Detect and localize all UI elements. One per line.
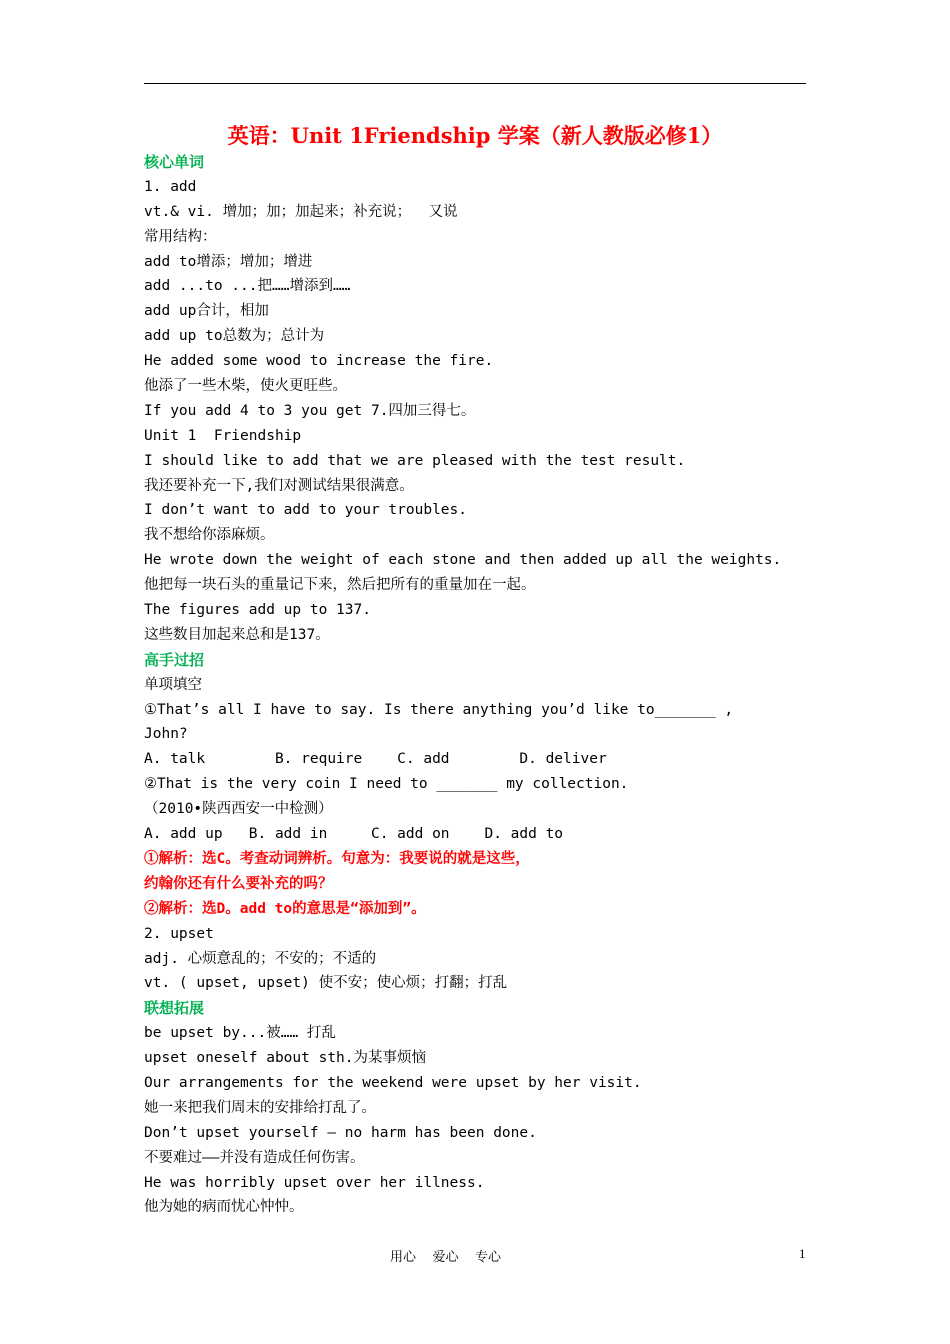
answer-line: ②解析：选D。add to的意思是“添加到”。 — [144, 900, 426, 917]
text-line: add to增添；增加；增进 — [144, 253, 313, 270]
text-line: 1. add — [144, 178, 197, 195]
page-number: 1 — [799, 1246, 806, 1261]
text-line: add up to总数为；总计为 — [144, 328, 325, 345]
footer-motto: 用心 爱心 专心 — [390, 1250, 502, 1265]
text-line: The figures add up to 137. — [144, 602, 371, 619]
text-line: add up合计，相加 — [144, 303, 269, 320]
text-line: He was horribly upset over her illness. — [144, 1174, 485, 1191]
text-line: 他为她的病而忧心忡忡。 — [144, 1199, 304, 1216]
text-line: be upset by...被…… 打乱 — [144, 1025, 336, 1042]
header-rule — [144, 83, 806, 84]
section-heading: 核心单词 — [144, 153, 205, 171]
text-line: 不要难过——并没有造成任何伤害。 — [144, 1149, 365, 1166]
text-line: 这些数目加起来总和是137。 — [144, 626, 330, 643]
text-line: adj. 心烦意乱的；不安的；不适的 — [144, 950, 377, 967]
text-line: 单项填空 — [144, 676, 202, 693]
text-line: （2010•陕西西安一中检测） — [144, 801, 333, 818]
text-line: A. talk B. require C. add D. deliver — [144, 751, 607, 768]
text-line: Unit 1 Friendship — [144, 427, 302, 444]
text-line: 我不想给你添麻烦。 — [144, 527, 275, 544]
text-line: I should like to add that we are pleased with the test result. — [144, 452, 686, 469]
text-line: If you add 4 to 3 you get 7.四加三得七。 — [144, 402, 476, 419]
text-line: A. add up B. add in C. add on D. add to — [144, 826, 564, 843]
text-line: 他添了一些木柴，使火更旺些。 — [144, 378, 347, 395]
text-line: vt. ( upset, upset) 使不安；使心烦；打翻；打乱 — [144, 975, 508, 992]
text-line: 他把每一块石头的重量记下来，然后把所有的重量加在一起。 — [144, 577, 536, 594]
answer-line: ①解析：选C。考查动词辨析。句意为：我要说的就是这些， — [144, 850, 530, 867]
text-line: 常用结构： — [144, 228, 217, 245]
text-line: ①That’s all I have to say. Is there anything you’d like to_______ , — [144, 701, 734, 718]
text-line: He added some wood to increase the fire. — [144, 353, 494, 370]
text-line: I don’t want to add to your troubles. — [144, 502, 468, 519]
text-line: vt.& vi. 增加；加；加起来；补充说； 又说 — [144, 203, 458, 220]
document-body — [144, 150, 814, 1220]
text-line: 我还要补充一下,我们对测试结果很满意。 — [144, 477, 414, 494]
section-heading: 联想拓展 — [144, 999, 205, 1018]
text-line: upset oneself about sth.为某事烦恼 — [144, 1050, 427, 1067]
text-line: 她一来把我们周末的安排给打乱了。 — [144, 1099, 376, 1116]
text-line: ②That is the very coin I need to _______ my collection. — [144, 776, 629, 793]
answer-line: 约翰你还有什么要补充的吗？ — [144, 875, 333, 892]
document-title: 英语：Unit 1Friendship 学案（新人教版必修1） — [227, 123, 723, 148]
text-line: add ...to ...把……增添到…… — [144, 278, 351, 295]
text-line: He wrote down the weight of each stone and then added up all the weights. — [144, 552, 782, 569]
text-line: 2. upset — [144, 925, 214, 942]
section-heading: 高手过招 — [144, 650, 205, 669]
text-line: John? — [144, 726, 188, 743]
text-line: Our arrangements for the weekend were upset by her visit. — [144, 1074, 642, 1091]
text-line: Don’t upset yourself — no harm has been done. — [144, 1124, 537, 1141]
